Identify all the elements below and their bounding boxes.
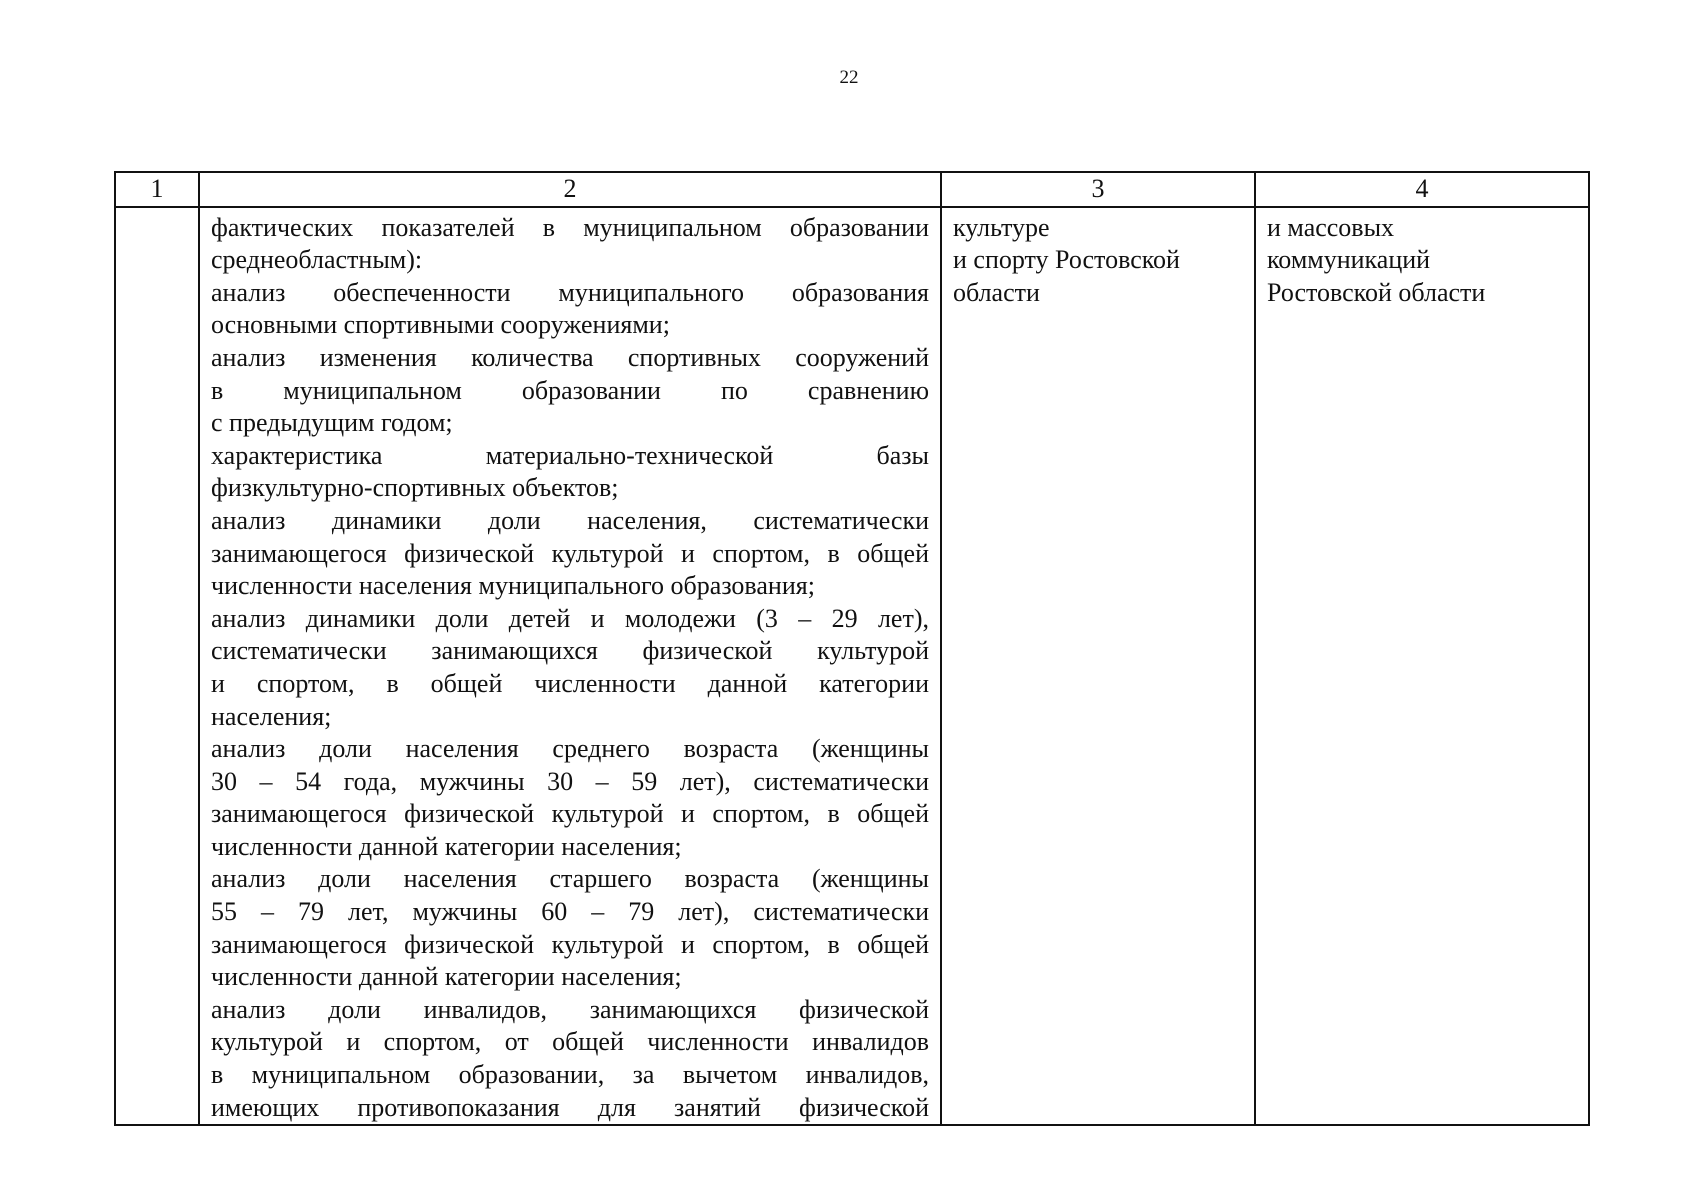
page-number: 22 (839, 67, 859, 88)
text-line: анализ доли населения среднего возраста (женщины (211, 734, 929, 764)
header-cell-1: 1 (115, 172, 199, 207)
text-line: анализ обеспеченности муниципального образования (211, 277, 929, 307)
text-line: в муниципальном образовании по сравнению (211, 375, 929, 405)
text-line: населения; (211, 701, 332, 731)
text-line: занимающегося физической культурой и спортом, в общей (211, 799, 929, 829)
text-line: среднеобластным): (211, 245, 423, 275)
text-line: в муниципальном образовании, за вычетом инвалидов, (211, 1060, 929, 1090)
text-line: численности населения муниципального образования; (211, 571, 815, 601)
text-line: занимающегося физической культурой и спортом, в общей (211, 538, 929, 568)
text-line: физкультурно-спортивных объектов; (211, 473, 619, 503)
cell-col2 (199, 207, 941, 1126)
text-line: и спорту Ростовской (953, 245, 1180, 275)
text-line: с предыдущим годом; (211, 408, 453, 438)
table-header-row (115, 172, 1589, 207)
text-line: культуре (953, 212, 1050, 242)
text-line: основными спортивными сооружениями; (211, 310, 670, 340)
text-line: характеристика материально-технической базы (211, 440, 929, 470)
text-line: области (953, 277, 1040, 307)
text-line: имеющих противопоказания для занятий физической (211, 1092, 929, 1122)
text-line: коммуникаций (1267, 245, 1431, 275)
text-line: анализ изменения количества спортивных сооружений (211, 342, 929, 372)
header-cell-4: 4 (1255, 172, 1589, 207)
text-line: анализ динамики доли населения, систематически (211, 505, 929, 535)
document-table (114, 171, 1590, 1126)
text-line: систематически занимающихся физической культурой (211, 636, 929, 666)
header-cell-3: 3 (941, 172, 1255, 207)
text-line: анализ доли населения старшего возраста (женщины (211, 864, 929, 894)
table-row (115, 207, 1589, 1126)
text-line: культурой и спортом, от общей численности инвалидов (211, 1027, 929, 1057)
text-line: 30 – 54 года, мужчины 30 – 59 лет), систематически (211, 766, 929, 796)
text-line: занимающегося физической культурой и спортом, в общей (211, 929, 929, 959)
text-line: анализ доли инвалидов, занимающихся физической (211, 994, 929, 1024)
text-line: и спортом, в общей численности данной категории (211, 668, 929, 698)
col3-text (942, 208, 1254, 310)
text-line: фактических показателей в муниципальном образовании (211, 212, 929, 242)
col4-text (1256, 208, 1588, 310)
header-cell-2: 2 (199, 172, 941, 207)
text-line: 55 – 79 лет, мужчины 60 – 79 лет), систематически (211, 897, 929, 927)
cell-col1 (115, 207, 199, 1126)
text-line: численности данной категории населения; (211, 831, 682, 861)
text-line: и массовых (1267, 212, 1395, 242)
text-line: численности данной категории населения; (211, 962, 682, 992)
text-line: анализ динамики доли детей и молодежи (3 – 29 лет), (211, 603, 929, 633)
col2-text (200, 208, 940, 1125)
cell-col4 (1255, 207, 1589, 1126)
text-line: Ростовской области (1267, 277, 1486, 307)
cell-col3 (941, 207, 1255, 1126)
